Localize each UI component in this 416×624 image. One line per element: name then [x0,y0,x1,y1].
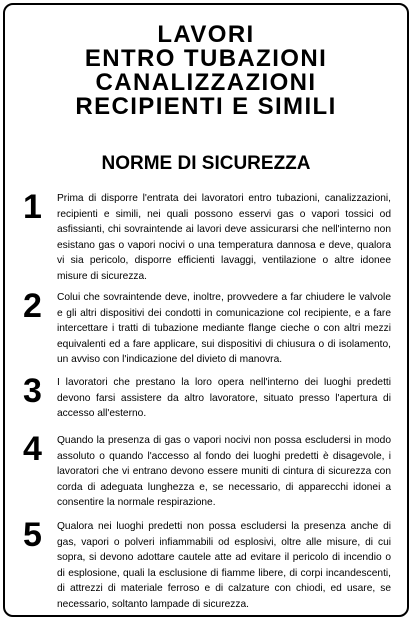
rule-number: 4 [23,430,42,468]
rule-text: Colui che sovraintende deve, inoltre, provvedere a far chiudere le valvole e gli altri dispositivi dei condotti in comunicazione col recipiente, e a fare intercettare i tratti di tubazione mediante flange cieche o con altri mezzi equivalenti ed a fare applicare, sui dispositivi di chiusura o di isolamento, un avviso con l'indicazione del divieto di manovra. [57,292,391,365]
title-line-3: CANALIZZAZIONI [95,69,317,96]
rule-text: Prima di disporre l'entrata dei lavoratori entro tubazioni, canalizzazioni, recipienti e simili, nei quali possono esservi gas o vapori tossici od asfissianti, chi sovraintende ai lavori deve assicurarsi che nell'interno non esistano gas o vapori nocivi o una temperatura dannosa e deve, qualora vi sia pericolo, disporre efficienti lavaggi, ventilazione o altre idonee misure di sicurezza. [57,193,391,282]
title-line-1: LAVORI [157,21,255,48]
title-line-2: ENTRO TUBAZIONI [84,45,328,72]
rule-number: 3 [23,372,42,410]
sign-title [5,23,407,119]
rule-text: Qualora nei luoghi predetti non possa escludersi la presenza anche di gas, vapori o polveri infiammabili od esplosivi, oltre alle misure, di cui sopra, si devono adottare cautele atte ad evitare il pericolo di incendio o di esplosione, quali la esclusione di fiamme libere, di corpi incandescenti, di attrezzi di materiale ferroso e di calzature con chiodi, ed usare, se necessario, soltanto lampade di sicurezza. [57,521,391,610]
rule-item-5 [5,516,407,617]
rule-item-1 [5,188,407,291]
rule-number: 1 [23,188,42,226]
title-line-4: RECIPIENTI E SIMILI [75,93,337,120]
rule-number: 2 [23,287,42,325]
rule-number: 5 [23,516,42,554]
rule-text: I lavoratori che prestano la loro opera nell'interno dei luoghi predetti devono farsi assistere da altro lavoratore, situato presso l'apertura di accesso all'esterno. [57,377,391,419]
rule-text: Quando la presenza di gas o vapori nocivi non possa escludersi in modo assoluto o quando l'accesso al fondo dei luoghi predetti è disagevole, i lavoratori che vi entrano devono essere muniti di cintura di sicurezza con corda di adeguata lunghezza e, se necessario, di apparecchi idonei a consentire la normale respirazione. [57,435,391,508]
rule-item-4 [5,430,407,533]
sign-subtitle: NORME DI SICUREZZA [101,153,311,174]
safety-sign [3,3,409,617]
